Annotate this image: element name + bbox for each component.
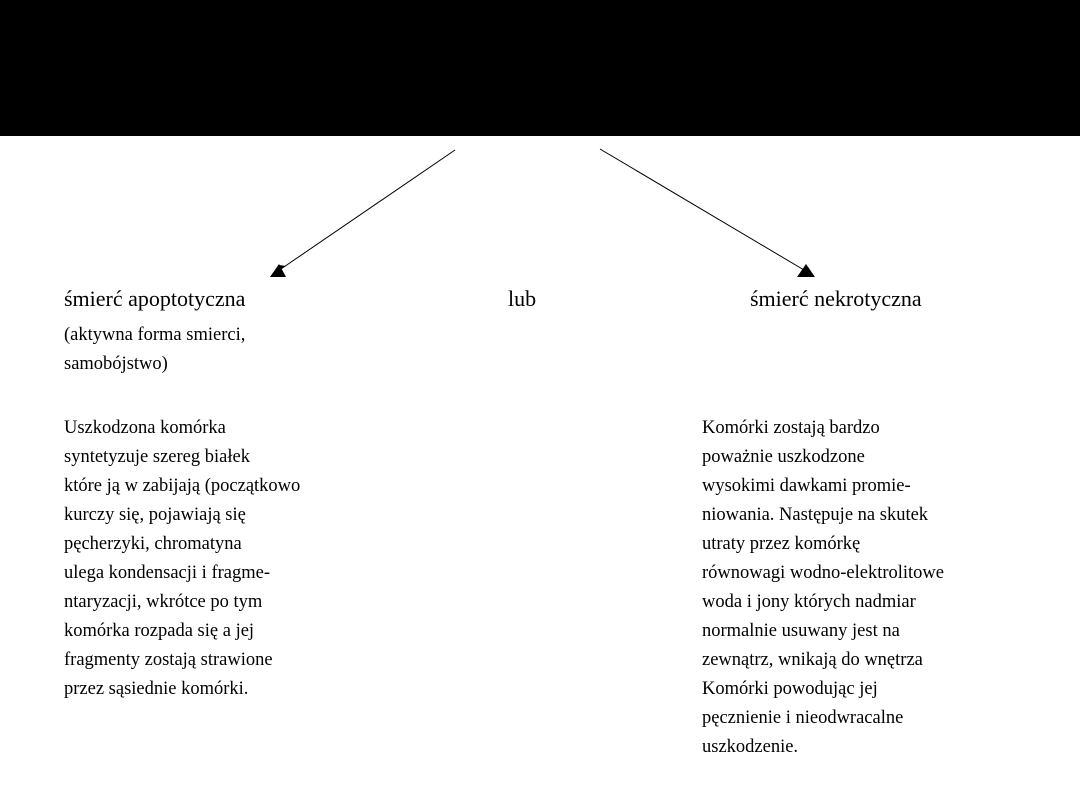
description-line: komórka rozpada się a jej <box>64 621 255 641</box>
description-line: woda i jony których nadmiar <box>702 592 916 612</box>
heading-apoptotic: śmierć apoptotyczna <box>64 286 246 311</box>
description-line: uszkodzenie. <box>702 737 799 757</box>
apoptotic-subtitle <box>64 321 245 379</box>
description-line: zewnątrz, wnikają do wnętrza <box>702 650 923 670</box>
heading-necrotic: śmierć nekrotyczna <box>750 286 922 311</box>
description-line: ntaryzacji, wkrótce po tym <box>64 592 263 612</box>
description-line: Komórki powodując jej <box>702 679 878 699</box>
description-line: równowagi wodno-elektrolitowe <box>702 563 944 583</box>
arrow-right-head <box>797 264 815 277</box>
apoptotic-description <box>64 414 300 704</box>
subtitle-line: (aktywna forma smierci, <box>64 325 246 345</box>
subtitle-line: samobójstwo) <box>64 354 168 374</box>
description-line: Komórki zostają bardzo <box>702 418 880 438</box>
description-line: niowania. Następuje na skutek <box>702 505 929 525</box>
description-line: pęcznienie i nieodwracalne <box>702 708 904 728</box>
description-line: które ją w zabijają (początkowo <box>64 476 301 496</box>
description-line: kurczy się, pojawiają się <box>64 505 246 525</box>
description-line: Uszkodzona komórka <box>64 418 226 438</box>
arrow-right-line <box>600 149 804 270</box>
arrow-left-line <box>278 150 455 271</box>
description-line: syntetyzuje szereg białek <box>64 447 250 467</box>
description-line: wysokimi dawkami promie- <box>702 476 911 496</box>
description-line: przez sąsiednie komórki. <box>64 679 249 699</box>
description-line: fragmenty zostają strawione <box>64 650 273 670</box>
connector-lub: lub <box>508 286 537 311</box>
description-line: poważnie uszkodzone <box>702 447 865 467</box>
necrotic-description <box>702 414 944 762</box>
description-line: pęcherzyki, chromatyna <box>64 534 242 554</box>
description-line: ulega kondensacji i fragme- <box>64 563 270 583</box>
description-line: normalnie usuwany jest na <box>702 621 900 641</box>
description-line: utraty przez komórkę <box>702 534 861 554</box>
